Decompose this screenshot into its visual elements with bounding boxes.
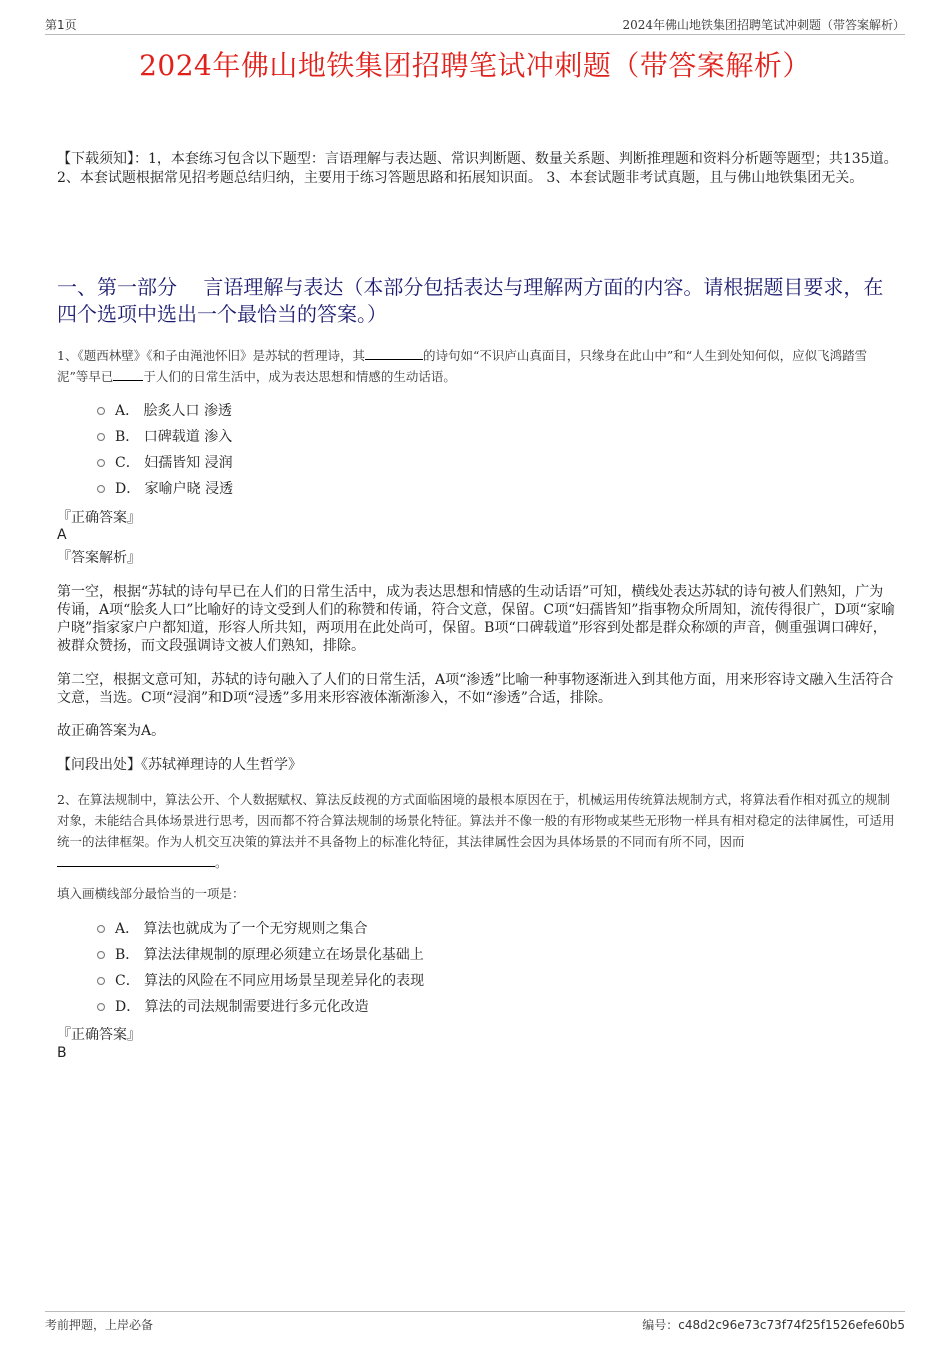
- q1-blank-2: [113, 368, 143, 381]
- q2-option-c[interactable]: C． 算法的风险在不同应用场景呈现差异化的表现: [97, 968, 424, 994]
- page-header: [45, 14, 905, 35]
- footer-doc-id: 编号：c48d2c96e73c73f74f25f1526efe60b5: [642, 1318, 905, 1332]
- q1-stem-part-b: 的诗句如“不识庐山真面目，只缘身在此山中”和“人生到处知何似，应似飞鸿踏雪泥”等早已: [57, 348, 868, 384]
- q2-option-a[interactable]: A． 算法也就成为了一个无穷规则之集合: [97, 916, 424, 942]
- q2-stem-text: 2、在算法规制中，算法公开、个人数据赋权、算法反歧视的方式面临困境的最根本原因在于，机械运用传统算法规制方式，将算法看作相对孤立的规制对象，未能结合具体场景进行思考，因而都不符合算法规制的场景化特征。算法并不像一般的有形物或某些无形物一样具有相对稳定的法律属性，可适用统一的法律框架。作为人机交互决策的算法并不具备物上的标准化特征，其法律属性会因为具体场景的不同而有所不同，因而: [57, 792, 895, 849]
- q1-conclusion: 故正确答案为A。: [57, 723, 166, 739]
- q1-analysis-paragraph-1: 第一空，根据“苏轼的诗句早已在人们的日常生活中，成为表达思想和情感的生动话语”可知，横线处表达苏轼的诗句被人们熟知，广为传诵，A项“脍炙人口”比喻好的诗文受到人们的称赞和传诵，符合文意，保留。C项“妇孺皆知”指事物众所周知，流传得很广，D项“家喻户晓”指家家户户都知道，形容人所共知，两项用在此处尚可，保留。B项“口碑载道”形容到处都是群众称颂的声音，侧重强调口碑好，被群众赞扬，而文段强调诗文被人们熟知，排除。: [57, 584, 895, 654]
- q1-option-a[interactable]: A． 脍炙人口 渗透: [97, 398, 233, 424]
- radio-icon[interactable]: [97, 1003, 105, 1011]
- q1-analysis-paragraph-2: 第二空，根据文意可知，苏轼的诗句融入了人们的日常生活，A项“渗透”比喻一种事物逐渐进入到其他方面，用来形容诗文融入生活符合文意，当选。C项“浸润”和D项“浸透”多用来形容液体渐渐渗入，不如“渗透”合适，排除。: [57, 672, 894, 706]
- q2-prompt: 填入画横线部分最恰当的一项是：: [57, 886, 245, 901]
- question-2-options: [97, 916, 424, 1020]
- q1-blank-1: [365, 347, 423, 360]
- download-notice: 【下载须知】：1，本套练习包含以下题型：言语理解与表达题、常识判断题、数量关系题、判断推理题和资料分析题等题型；共135道。 2、本套试题根据常见招考题总结归纳，主要用于练习答题思路和拓展知识面。 3、本套试题非考试真题，且与佛山地铁集团无关。: [57, 151, 898, 186]
- header-doc-title: 2024年佛山地铁集团招聘笔试冲刺题（带答案解析）: [622, 18, 905, 32]
- page-footer: [45, 1311, 905, 1336]
- q1-option-b[interactable]: B． 口碑载道 渗入: [97, 424, 233, 450]
- section-heading: 一、第一部分 言语理解与表达（本部分包括表达与理解两方面的内容。请根据题目要求，在四个选项中选出一个最恰当的答案。）: [57, 275, 884, 326]
- question-2-stem: 2、在算法规制中，算法公开、个人数据赋权、算法反歧视的方式面临困境的最根本原因在于，机械运用传统算法规制方式，将算法看作相对孤立的规制对象，未能结合具体场景进行思考，因而都不符合算法规制的场景化特征。算法并不像一般的有形物或某些无形物一样具有相对稳定的法律属性，可适用统一的法律框架。作为人机交互决策的算法并不具备物上的标准化特征，其法律属性会因为具体场景的不同而有所不同，因而。: [57, 792, 895, 870]
- question-1-stem: [57, 345, 897, 387]
- q1-answer-label: 『正确答案』: [57, 510, 141, 526]
- q2-blank: [57, 854, 215, 867]
- q1-analysis-label: 『答案解析』: [57, 550, 141, 566]
- radio-icon[interactable]: [97, 485, 105, 493]
- page-number: 第1页: [45, 18, 77, 32]
- q1-source: 【问段出处】《苏轼禅理诗的人生哲学》: [57, 757, 302, 773]
- document-title: 2024年佛山地铁集团招聘笔试冲刺题（带答案解析）: [139, 49, 811, 82]
- radio-icon[interactable]: [97, 951, 105, 959]
- q1-option-c[interactable]: C． 妇孺皆知 浸润: [97, 450, 233, 476]
- q1-stem-part-a: 1、《题西林壁》《和子由渑池怀旧》是苏轼的哲理诗，其: [57, 348, 365, 363]
- radio-icon[interactable]: [97, 459, 105, 467]
- q2-answer-label: 『正确答案』: [57, 1027, 141, 1043]
- q1-answer: A: [57, 527, 67, 543]
- radio-icon[interactable]: [97, 407, 105, 415]
- q2-option-b[interactable]: B． 算法法律规制的原理必须建立在场景化基础上: [97, 942, 424, 968]
- q1-option-d[interactable]: D． 家喻户晓 浸透: [97, 476, 233, 502]
- radio-icon[interactable]: [97, 977, 105, 985]
- footer-slogan: 考前押题，上岸必备: [45, 1318, 154, 1332]
- q2-option-d[interactable]: D． 算法的司法规制需要进行多元化改造: [97, 994, 424, 1020]
- radio-icon[interactable]: [97, 433, 105, 441]
- radio-icon[interactable]: [97, 925, 105, 933]
- q2-answer: B: [57, 1045, 67, 1061]
- question-1-options: [97, 398, 233, 502]
- q1-stem-part-c: 于人们的日常生活中，成为表达思想和情感的生动话语。: [143, 369, 456, 384]
